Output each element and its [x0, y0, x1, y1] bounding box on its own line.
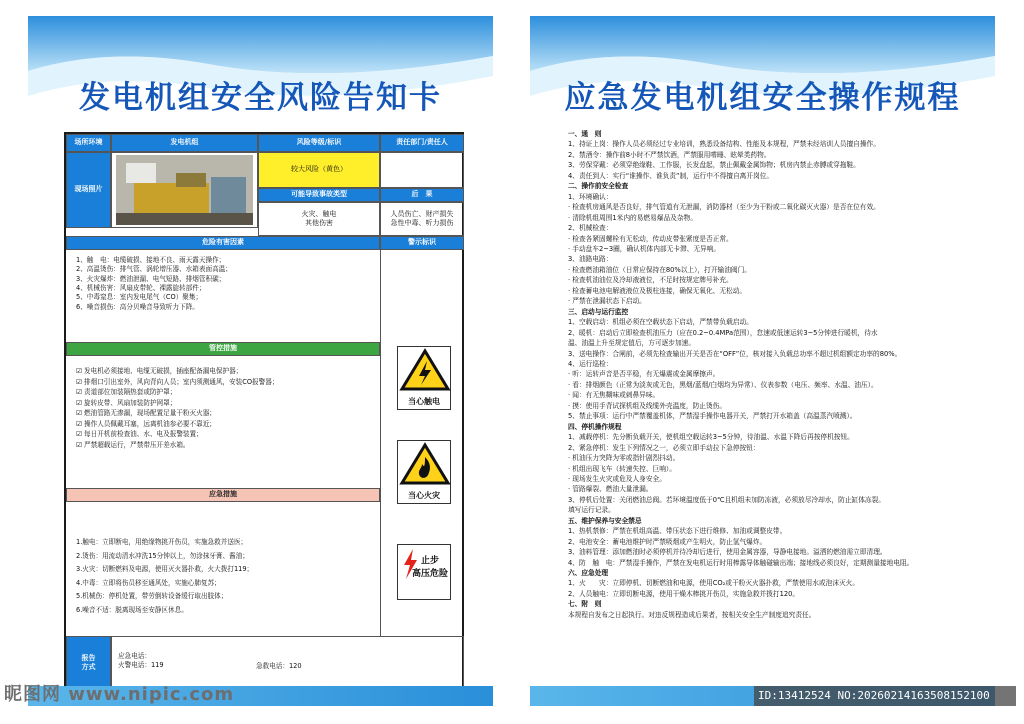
consequence-label: 后 果 [380, 188, 464, 202]
accident-types-value: 火灾、触电 其他伤害 [258, 202, 380, 236]
operation-rules-panel [530, 16, 995, 706]
warning-header: 警示标识 [380, 236, 464, 250]
control-item: ☑ 旋转皮带、风扇加装防护网罩； [76, 398, 177, 407]
rule-line: · 机油压力突降为零或指针剧烈抖动。 [568, 454, 680, 463]
emergency-header: 应急措施 [66, 488, 380, 502]
control-item: ☑ 责道部位加装隔热套或防护罩； [76, 388, 177, 397]
hazard-item: 3、火灾爆炸：燃油泄漏、电气短路、排烟管积碳； [76, 274, 226, 283]
watermark-logo: 昵图网 www.nipic.com [4, 684, 235, 705]
rule-line: · 看：排烟颜色（正常为淡灰或无色，黑烟/蓝烟/白烟均为异常）、仪表参数（电压、频率、水温、油压）。 [568, 380, 878, 389]
rule-line: · 机组出现飞车（转速失控、巨响）。 [568, 464, 676, 473]
hazard-item: 5、中毒窒息：室内发电尾气（CO）聚集； [76, 293, 203, 302]
responsible-value-cell [380, 152, 464, 188]
rule-line: 3、劳保穿戴：必须穿绝缘鞋、工作服，长发盘起，禁止佩戴金属饰物；机房内禁止赤膊或穿拖鞋。 [568, 161, 860, 170]
rule-line: 4、运行巡检： [568, 359, 613, 368]
control-item: ☑ 发电机必须接地、电缆无破损，插座配备漏电保护器； [76, 367, 243, 375]
hazard-header: 危险有害因素 [66, 236, 380, 250]
rule-line: 1、火 灾：立即停机、切断燃油和电源，使用CO₂或干粉灭火器扑救，严禁使用水或泡沫灭火。 [568, 579, 860, 588]
section-heading: 四、停机操作规程 [568, 422, 622, 431]
section-heading: 七、附 则 [568, 600, 602, 609]
fire-hazard-icon [398, 441, 452, 487]
report-ambulance-phone: 急救电话：120 [256, 662, 302, 670]
electric-shock-icon [398, 347, 452, 393]
report-label: 报告 方式 [66, 636, 111, 690]
rule-line: · 检查各紧固螺栓有无松动，传动皮带张紧度是否正常。 [568, 234, 733, 243]
rule-line: · 现场发生火灾或危及人身安全。 [568, 474, 666, 483]
control-header: 管控措施 [66, 342, 380, 356]
rule-line: · 管路爆裂、燃油大量泄漏。 [568, 485, 653, 494]
emergency-list [76, 536, 253, 617]
rule-line: 5、禁止事项：运行中严禁覆盖机体，严禁湿手操作电器开关，严禁打开水箱盖（高温蒸汽喷溅）。 [568, 412, 857, 421]
operation-rules-body [568, 129, 988, 620]
control-item: ☑ 每日开机前检查油、水、电及报警装置； [76, 430, 203, 439]
report-emergency-phone: 应急电话： [118, 652, 151, 660]
section-heading: 一、通 则 [568, 130, 602, 138]
report-lines [118, 652, 164, 671]
emergency-item: 1.触电：立即断电，用绝缘物挑开伤员，实施急救并送医； [76, 538, 248, 546]
generator-image [116, 155, 253, 225]
consequences-value: 人员伤亡、财产损失 急性中毒、听力损伤 [380, 202, 464, 236]
rule-line: 2、机械检查： [568, 224, 613, 233]
risk-card-title: 发电机组安全风险告知卡 [79, 80, 442, 116]
sign-electric-shock [397, 346, 451, 410]
rule-line: 4、责任到人：实行“谁操作、谁负责”制，运行中不得擅自离开岗位。 [568, 171, 774, 180]
rule-line: 4、防 触 电：严禁湿手操作，严禁在发电机运行时用棒露导体触碰输出端；接地线必须良好，定期测量接地电阻。 [568, 558, 914, 567]
generator-photo [116, 155, 253, 225]
rule-line: 3、停机后处置：关闭燃油总阀。若环境温度低于0℃且机组未加防冻液，必须放尽冷却水，防止缸体冻裂。 [568, 495, 885, 504]
header-location-value: 发电机组 [111, 134, 258, 152]
risk-card-table [64, 132, 464, 692]
rule-line: 1、空载启动：机组必须在空载状态下启动，严禁带负载启动。 [568, 318, 753, 327]
emergency-item: 6.噪音不适：脱离现场至安静区休息。 [76, 605, 188, 614]
rule-line: 2、暖机：启动后立即检查机油压力（应在0.2~0.4MPa范围），怠速或低速运转3~5分钟进行暖机，待水 [568, 328, 878, 337]
sign-fire-label: 当心火灾 [408, 491, 440, 500]
hazard-item: 6、噪音损伤：高分贝噪音导致听力下降。 [76, 302, 199, 311]
photo-label: 现场照片 [66, 152, 111, 228]
watermark-id: ID:13412524 NO:20260214163508152100 [754, 686, 1016, 706]
risk-card-panel [28, 16, 493, 706]
emergency-item: 4.中毒：立即将伤员移至通风处，实施心肺复苏； [76, 578, 221, 587]
control-item: ☑ 排烟口引出室外，风向背向人员；室内须测通风，安装CO报警器； [76, 377, 279, 386]
control-item: ☑ 操作人员佩戴耳塞，远离机油参必要不靠近； [76, 419, 216, 428]
sign-electric-shock-label: 当心触电 [408, 397, 440, 406]
rule-line: · 检查燃油箱油位（日常应保持在80%以上），打开输油阀门。 [568, 265, 751, 274]
rule-line: 1、环境确认： [568, 192, 613, 201]
sign-fire [397, 440, 451, 504]
rule-line: 温、油温上升至规定值后，方可逐步加速。 [568, 339, 696, 348]
hazard-item: 2、高温烫伤：排气管、涡轮增压器、水箱表面高温； [76, 265, 232, 274]
hazard-list [76, 256, 232, 312]
control-item: ☑ 燃油管路无渗漏，现场配置足量干粉灭火器； [76, 409, 216, 418]
control-item: ☑ 严禁超载运行，严禁带压开差水箱。 [76, 440, 190, 449]
emergency-item: 5.机械伤：停机处置，带劳倒转设备缓行取出肢体； [76, 592, 228, 601]
rule-line: · 检查机油油位及冷却液液位，不足时按规定牌号补充。 [568, 276, 733, 285]
rule-line: 3、油路电路： [568, 255, 613, 264]
rule-line: 1、减载停机：先分断负载开关，使机组空载运转3~5分钟，待油温、水温下降后再按停机按钮。 [568, 433, 854, 442]
sign-high-voltage [397, 544, 451, 600]
column-divider [380, 250, 381, 636]
rule-line: · 摸：使用手背试探机组及线缆外壳温度，防止烫伤。 [568, 401, 727, 410]
rule-line: 填写运行记录。 [568, 506, 615, 515]
header-responsible-label: 责任部门/责任人 [380, 134, 464, 152]
rule-line: 2、禁酒令：操作前8小时不严禁饮酒，严禁服用嗜睡、眩晕类药物。 [568, 150, 771, 159]
rule-line: · 手动盘车2~3圈，确认机体内部无卡滞、无异响。 [568, 244, 721, 253]
section-heading: 二、操作前安全检查 [568, 182, 629, 191]
rule-line: · 闻：有无焦糊味或刺鼻异味。 [568, 391, 660, 400]
emergency-item: 3.火灾：切断燃料及电源，使用灭火器扑救，火大拨打119； [76, 565, 254, 574]
hazard-item: 1、触 电：电缆破损、接地不良、雨天露天操作； [76, 256, 226, 264]
rule-line: · 严禁在泄漏状态下启动。 [568, 297, 646, 306]
rule-line: · 检查机房通风是否良好，排气管道有无泄漏，消防器材（至少为干粉或二氧化碳灭火器）是否在位有效。 [568, 203, 880, 212]
rule-line: 1、持证上岗：操作人员必须经过专业培训，熟悉设备结构、性能及本规程，严禁未经培训人员擅自操作。 [568, 140, 880, 149]
rule-line: 本规程自发布之日起执行。对违反规程造成后果者，按相关安全生产制度追究责任。 [568, 610, 816, 619]
hazard-item: 4、机械伤害：风扇皮带轮、裸露旋转部件； [76, 284, 206, 293]
operation-rules-title: 应急发电机组安全操作规程 [564, 80, 961, 116]
rule-line: 2、电池安全：蓄电池维护时严禁吸烟或产生明火，防止氢气爆炸。 [568, 537, 767, 546]
rule-line: · 清除机组周围1米内的易燃易爆品及杂物。 [568, 213, 697, 222]
accident-type-label: 可能导致事故类型 [258, 188, 380, 202]
rule-line: · 检查蓄电池电解液液位及极柱连接，确保无氧化、无松动。 [568, 286, 747, 295]
emergency-item: 2.烫伤：用流动清水冲洗15分钟以上，勿涂抹牙膏、酱油； [76, 551, 249, 560]
section-heading: 六、应急处理 [568, 569, 609, 578]
rule-line: 3、送电操作：合闸前，必须先检查输出开关是否在“OFF”位，核对接入负载总功率不超过机组额定功率的80%。 [568, 349, 902, 358]
risk-level-value: 较大风险（黄色） [258, 152, 380, 188]
header-location-label: 场所环境 [66, 134, 111, 152]
rule-line: 2、人员触电：立即切断电源，使用干燥木棒挑开伤员，实施急救并拨打120。 [568, 589, 800, 598]
rule-line: 1、热机禁修：严禁在机组高温、带压状态下进行维修、加油或调整皮带。 [568, 527, 787, 536]
report-ambulance [256, 662, 302, 671]
control-list [76, 366, 278, 450]
section-heading: 五、维护保养与安全禁忌 [568, 516, 642, 525]
rule-line: · 听：运转声音是否平稳，有无爆震或金属摩擦声。 [568, 370, 720, 379]
rule-line: 3、油料管理：添加燃油时必须停机并待冷却后进行，使用金属容器，导静电接地。溢洒的燃油需立即清理。 [568, 548, 887, 557]
header-risk-level-label: 风险等级/标识 [258, 134, 380, 152]
section-heading: 三、启动与运行监控 [568, 307, 629, 316]
report-fire-phone: 火警电话：119 [118, 661, 164, 670]
rule-line: 2、紧急停机：发生下列情况之一，必须立即手动拉下急停按钮： [568, 443, 760, 452]
sign-high-voltage-label: 止步 高压危险 [411, 556, 448, 579]
